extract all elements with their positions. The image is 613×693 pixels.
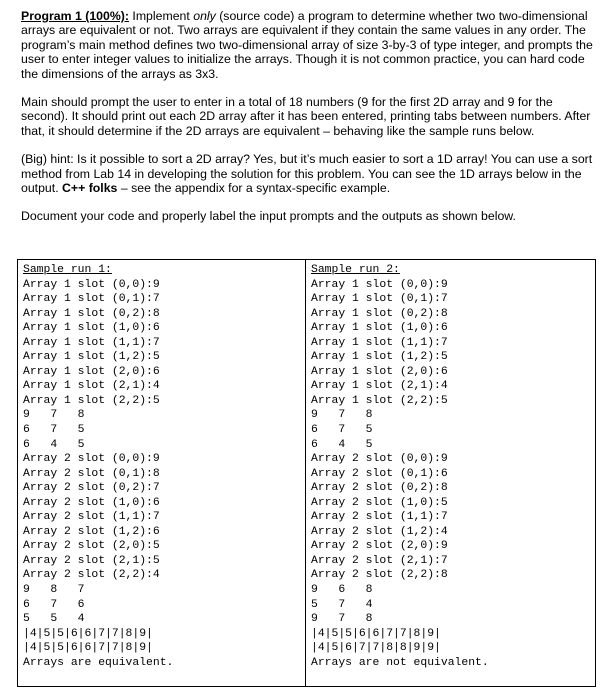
sample-run-header: Sample run 1: xyxy=(23,264,112,276)
output-line: Array 2 slot (1,1):7 xyxy=(23,511,160,524)
output-line: Array 1 slot (0,2):8 xyxy=(311,307,448,320)
paragraph-documentation: Document your code and properly label the input prompts and the outputs as shown below. xyxy=(21,209,516,224)
sample-run-2 xyxy=(311,263,595,670)
output-line: Array 2 slot (1,1):7 xyxy=(311,511,448,524)
text-segment: Implement xyxy=(128,9,194,23)
output-line: Array 2 slot (1,2):6 xyxy=(23,525,160,538)
output-line: Array 1 slot (2,1):4 xyxy=(23,380,160,393)
sample-run-2-cell xyxy=(306,260,596,687)
assignment-instructions xyxy=(21,9,593,238)
output-line: Array 2 slot (0,0):9 xyxy=(311,453,448,466)
output-line: Array 1 slot (1,0):6 xyxy=(23,322,160,335)
output-line: Array 2 slot (2,2):8 xyxy=(311,569,448,582)
output-line: Array 1 slot (0,1):7 xyxy=(23,293,160,306)
paragraph-hint xyxy=(21,152,593,195)
output-line: 5 5 4 xyxy=(23,613,85,626)
paragraph-main-prompt: Main should prompt the user to enter in a total of 18 numbers (9 for the first 2D array and 9 for the second). It should print out each 2D array after it has been entered, printing tabs between numbers. After that, it should determine if the 2D arrays are equivalent – behaving like the sample runs below. xyxy=(21,95,591,138)
output-line: 9 6 8 xyxy=(311,584,373,597)
output-line: Array 1 slot (0,2):8 xyxy=(23,307,160,320)
output-line: Array 2 slot (0,1):8 xyxy=(23,467,160,480)
sample-run-header: Sample run 2: xyxy=(311,264,400,276)
output-line: Array 2 slot (1,0):6 xyxy=(23,496,160,509)
output-line: Array 1 slot (2,2):5 xyxy=(23,394,160,407)
output-line: Array 2 slot (1,2):4 xyxy=(311,525,448,538)
text-segment: (source code) a program to determine whether two two-dimensional arrays are equivalent or not. Two arrays are equivalent if they contain the same values in any order. The program’s main method defines two two-dimensional array of size 3-by-3 of type integer, and prompts the user to enter integer values to initialize the arrays. Though it is not common practice, you can hard code the dimensions of the arrays as 3x3. xyxy=(21,9,593,81)
output-line: Array 1 slot (0,0):9 xyxy=(311,278,448,291)
output-line: Array 2 slot (2,0):5 xyxy=(23,540,160,553)
output-line: Array 2 slot (2,2):4 xyxy=(23,569,160,582)
output-line: Array 1 slot (0,0):9 xyxy=(23,278,160,291)
output-line: Array 1 slot (0,1):7 xyxy=(311,293,448,306)
output-line: Array 2 slot (2,0):9 xyxy=(311,540,448,553)
output-line: Array 2 slot (0,0):9 xyxy=(23,453,160,466)
output-line: |4|5|5|6|6|7|7|8|9| xyxy=(23,627,153,640)
output-line: Array 2 slot (0,2):7 xyxy=(23,482,160,495)
output-line: Array 2 slot (0,1):6 xyxy=(311,467,448,480)
output-line: Array 1 slot (2,1):4 xyxy=(311,380,448,393)
output-line: 9 7 8 xyxy=(311,409,373,422)
output-line: Arrays are equivalent. xyxy=(23,656,174,669)
output-line: 9 7 8 xyxy=(311,613,373,626)
output-line: |4|5|5|6|6|7|7|8|9| xyxy=(311,627,441,640)
output-line: 9 8 7 xyxy=(23,584,85,597)
output-line: 6 7 5 xyxy=(23,424,85,437)
output-line: 6 4 5 xyxy=(311,438,373,451)
output-line: Array 2 slot (0,2):8 xyxy=(311,482,448,495)
output-line: Array 1 slot (1,2):5 xyxy=(311,351,448,364)
output-line: |4|5|6|7|7|8|8|9|9| xyxy=(311,642,441,655)
output-line: Array 1 slot (2,2):5 xyxy=(311,394,448,407)
emphasis-cpp-folks: C++ folks xyxy=(62,181,118,196)
output-line: Array 1 slot (1,1):7 xyxy=(23,336,160,349)
sample-run-1-cell xyxy=(18,260,306,687)
output-line: Array 2 slot (1,0):5 xyxy=(311,496,448,509)
output-line: 6 4 5 xyxy=(23,438,85,451)
output-line: Array 1 slot (2,0):6 xyxy=(311,365,448,378)
output-line: 5 7 4 xyxy=(311,598,373,611)
output-line: Array 2 slot (2,1):5 xyxy=(23,554,160,567)
sample-run-1 xyxy=(23,263,305,670)
paragraph-program-description xyxy=(21,9,593,81)
output-line: Array 1 slot (2,0):6 xyxy=(23,365,160,378)
text-segment: – see the appendix for a syntax-specific example. xyxy=(117,181,391,196)
text-segment: (Big) hint: Is it possible to sort a 2D array? Yes, but it’s much easier to sort a 1D array! You can use a sort method from Lab 14 in developing the solution for this problem. You can see the 1D arrays below in the output. xyxy=(21,152,593,196)
sample-runs-table xyxy=(17,259,596,687)
output-line: Array 1 slot (1,2):5 xyxy=(23,351,160,364)
emphasis-only: only xyxy=(193,9,216,23)
output-line: Array 2 slot (2,1):7 xyxy=(311,554,448,567)
output-line: Array 1 slot (1,1):7 xyxy=(311,336,448,349)
program-title: Program 1 (100%): xyxy=(21,9,129,23)
output-line: 9 7 8 xyxy=(23,409,85,422)
output-line: 6 7 6 xyxy=(23,598,85,611)
output-line: Arrays are not equivalent. xyxy=(311,656,489,669)
output-line: |4|5|5|6|6|7|7|8|9| xyxy=(23,642,153,655)
output-line: 6 7 5 xyxy=(311,424,373,437)
output-line: Array 1 slot (1,0):6 xyxy=(311,322,448,335)
